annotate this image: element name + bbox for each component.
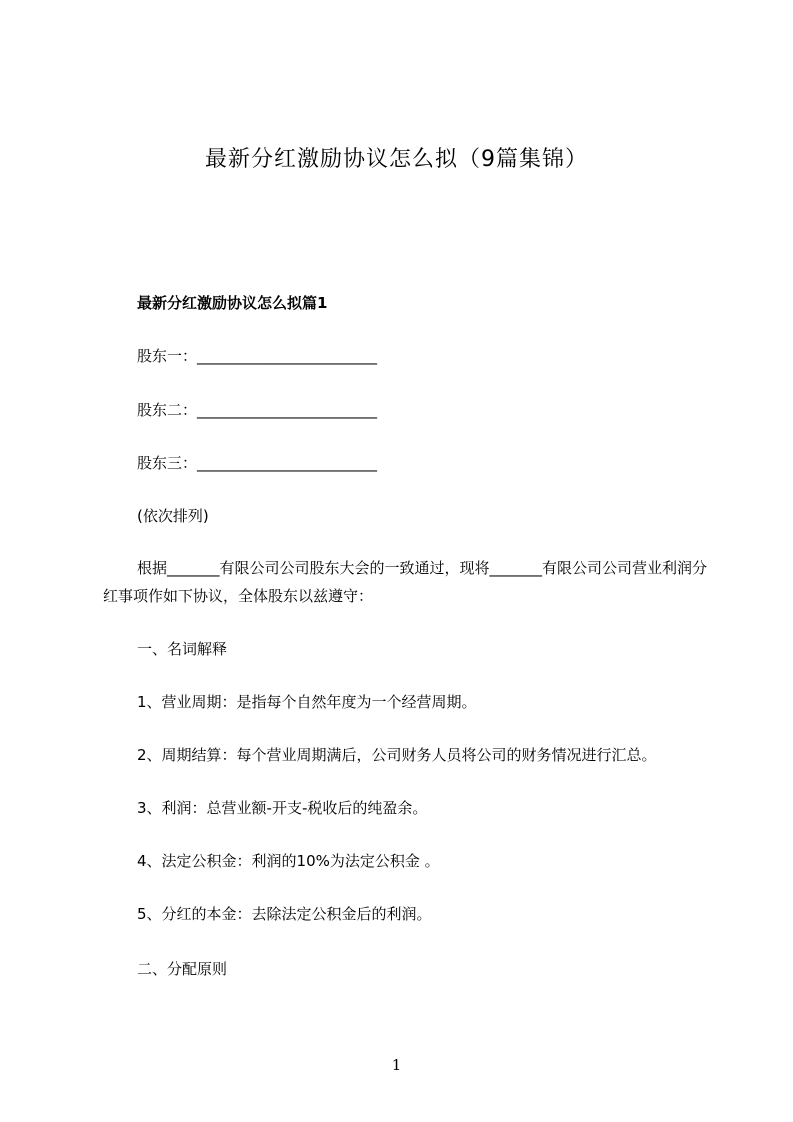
order-note: (依次排列) — [137, 507, 209, 525]
section-one-title: 一、名词解释 — [137, 640, 228, 658]
page-number: 1 — [391, 1056, 402, 1074]
section-two-title: 二、分配原则 — [137, 960, 228, 978]
shareholder-two-line: 股东二：________________________ — [137, 401, 378, 419]
definition-item: 1、营业周期：是指每个自然年度为一个经营周期。 — [137, 693, 477, 711]
definition-item: 2、周期结算：每个营业周期满后，公司财务人员将公司的财务情况进行汇总。 — [137, 746, 657, 764]
definition-item: 5、分红的本金：去除法定公积金后的利润。 — [137, 905, 432, 923]
intro-paragraph: 根据_______有限公司公司股东大会的一致通过，现将_______有限公司公司营业利润分红事项作如下协议，全体股东以兹遵守： — [103, 559, 708, 605]
definition-item: 3、利润：总营业额-开支-税收后的纯盈余。 — [137, 799, 428, 817]
definition-item: 4、法定公积金：利润的10%为法定公积金 。 — [137, 852, 440, 870]
document-title: 最新分红激励协议怎么拟（9篇集锦） — [205, 147, 588, 172]
shareholder-three-line: 股东三：________________________ — [137, 454, 378, 472]
shareholder-one-line: 股东一：________________________ — [137, 347, 378, 365]
section-heading: 最新分红激励协议怎么拟篇1 — [137, 294, 328, 312]
